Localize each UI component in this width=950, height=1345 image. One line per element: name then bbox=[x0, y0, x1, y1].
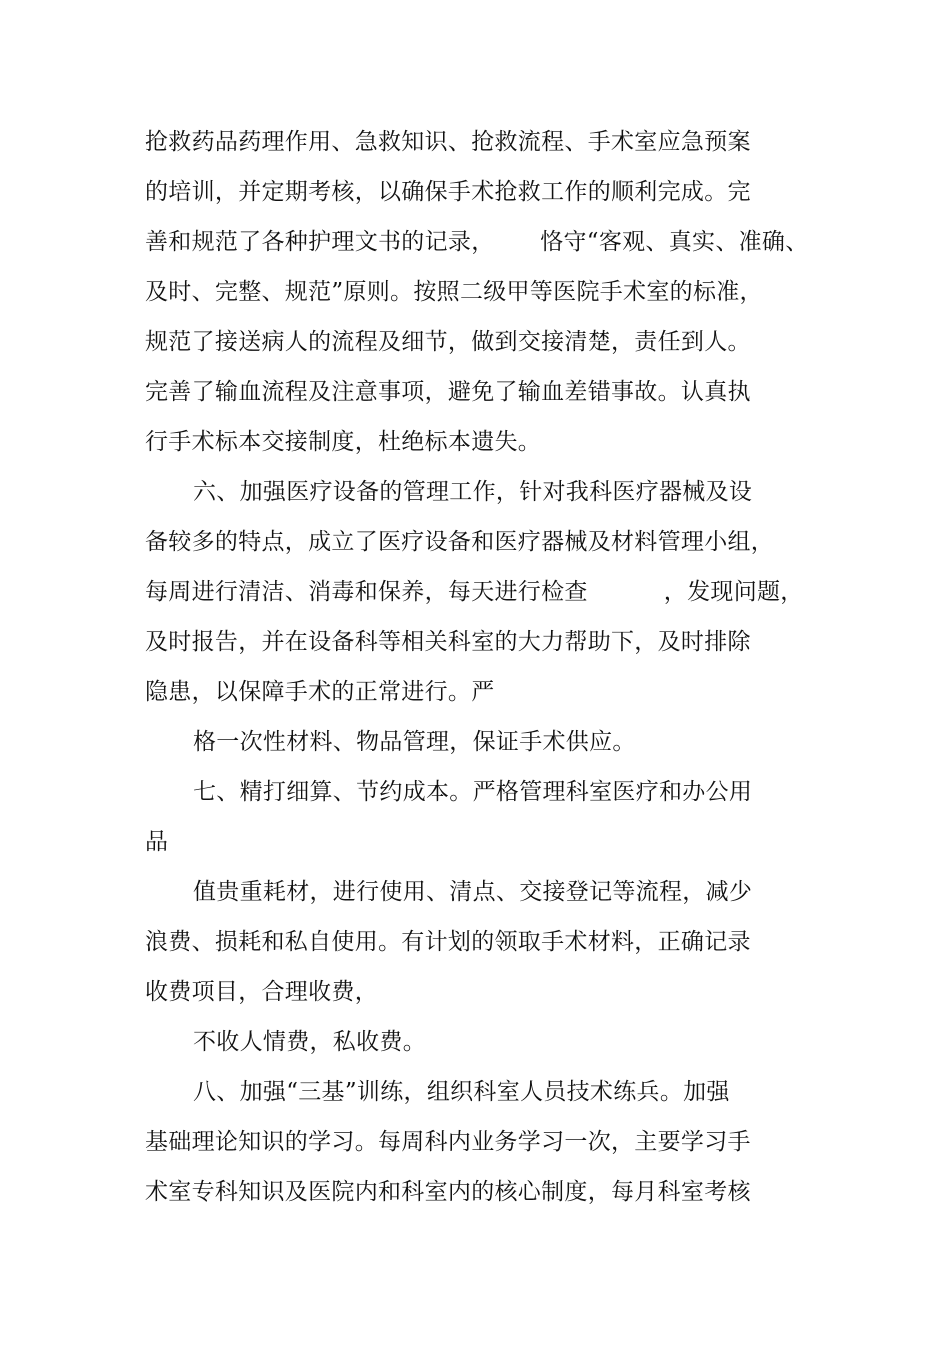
paragraph-start-line: 值贵重耗材，进行使用、清点、交接登记等流程，减少 bbox=[193, 879, 753, 905]
text-line: 收费项目，合理收费， bbox=[145, 979, 378, 1005]
paragraph-start-line: 八、加强“三基”训练，组织科室人员技术练兵。加强 bbox=[193, 1079, 730, 1105]
text-line: 基础理论知识的学习。每周科内业务学习一次，主要学习手 bbox=[145, 1129, 751, 1155]
text-line: 行手术标本交接制度，杜绝标本遗失。 bbox=[145, 429, 542, 455]
text-line: 及时报告，并在设备科等相关科室的大力帮助下，及时排除 bbox=[145, 629, 751, 655]
paragraph-start-line: 七、精打细算、节约成本。严格管理科室医疗和办公用 bbox=[193, 779, 753, 805]
text-line: 规范了接送病人的流程及细节，做到交接清楚，责任到人。 bbox=[145, 329, 751, 355]
text-line: 术室专科知识及医院内和科室内的核心制度，每月科室考核 bbox=[145, 1179, 751, 1205]
text-line: 隐患，以保障手术的正常进行。严 bbox=[145, 679, 495, 705]
paragraph-start-line: 格一次性材料、物品管理，保证手术供应。 bbox=[193, 729, 636, 755]
text-line: 善和规范了各种护理文书的记录， 恪守“客观、真实、准确、 bbox=[145, 229, 809, 255]
paragraph-start-line: 六、加强医疗设备的管理工作，针对我科医疗器械及设 bbox=[193, 479, 753, 505]
text-line: 品 bbox=[145, 829, 169, 855]
paragraph-start-line: 不收人情费，私收费。 bbox=[193, 1029, 426, 1055]
text-line: 备较多的特点，成立了医疗设备和医疗器械及材料管理小组， bbox=[145, 529, 775, 555]
text-line: 完善了输血流程及注意事项，避免了输血差错事故。认真执 bbox=[145, 379, 751, 405]
text-line: 抢救药品药理作用、急救知识、抢救流程、手术室应急预案 bbox=[145, 129, 751, 155]
text-line: 的培训，并定期考核，以确保手术抢救工作的顺利完成。完 bbox=[145, 179, 751, 205]
text-line: 及时、完整、规范”原则。按照二级甲等医院手术室的标准， bbox=[145, 279, 763, 305]
text-line: 浪费、损耗和私自使用。有计划的领取手术材料，正确记录 bbox=[145, 929, 751, 955]
text-line: 每周进行清洁、消毒和保养，每天进行检查 ，发现问题， bbox=[145, 579, 804, 605]
